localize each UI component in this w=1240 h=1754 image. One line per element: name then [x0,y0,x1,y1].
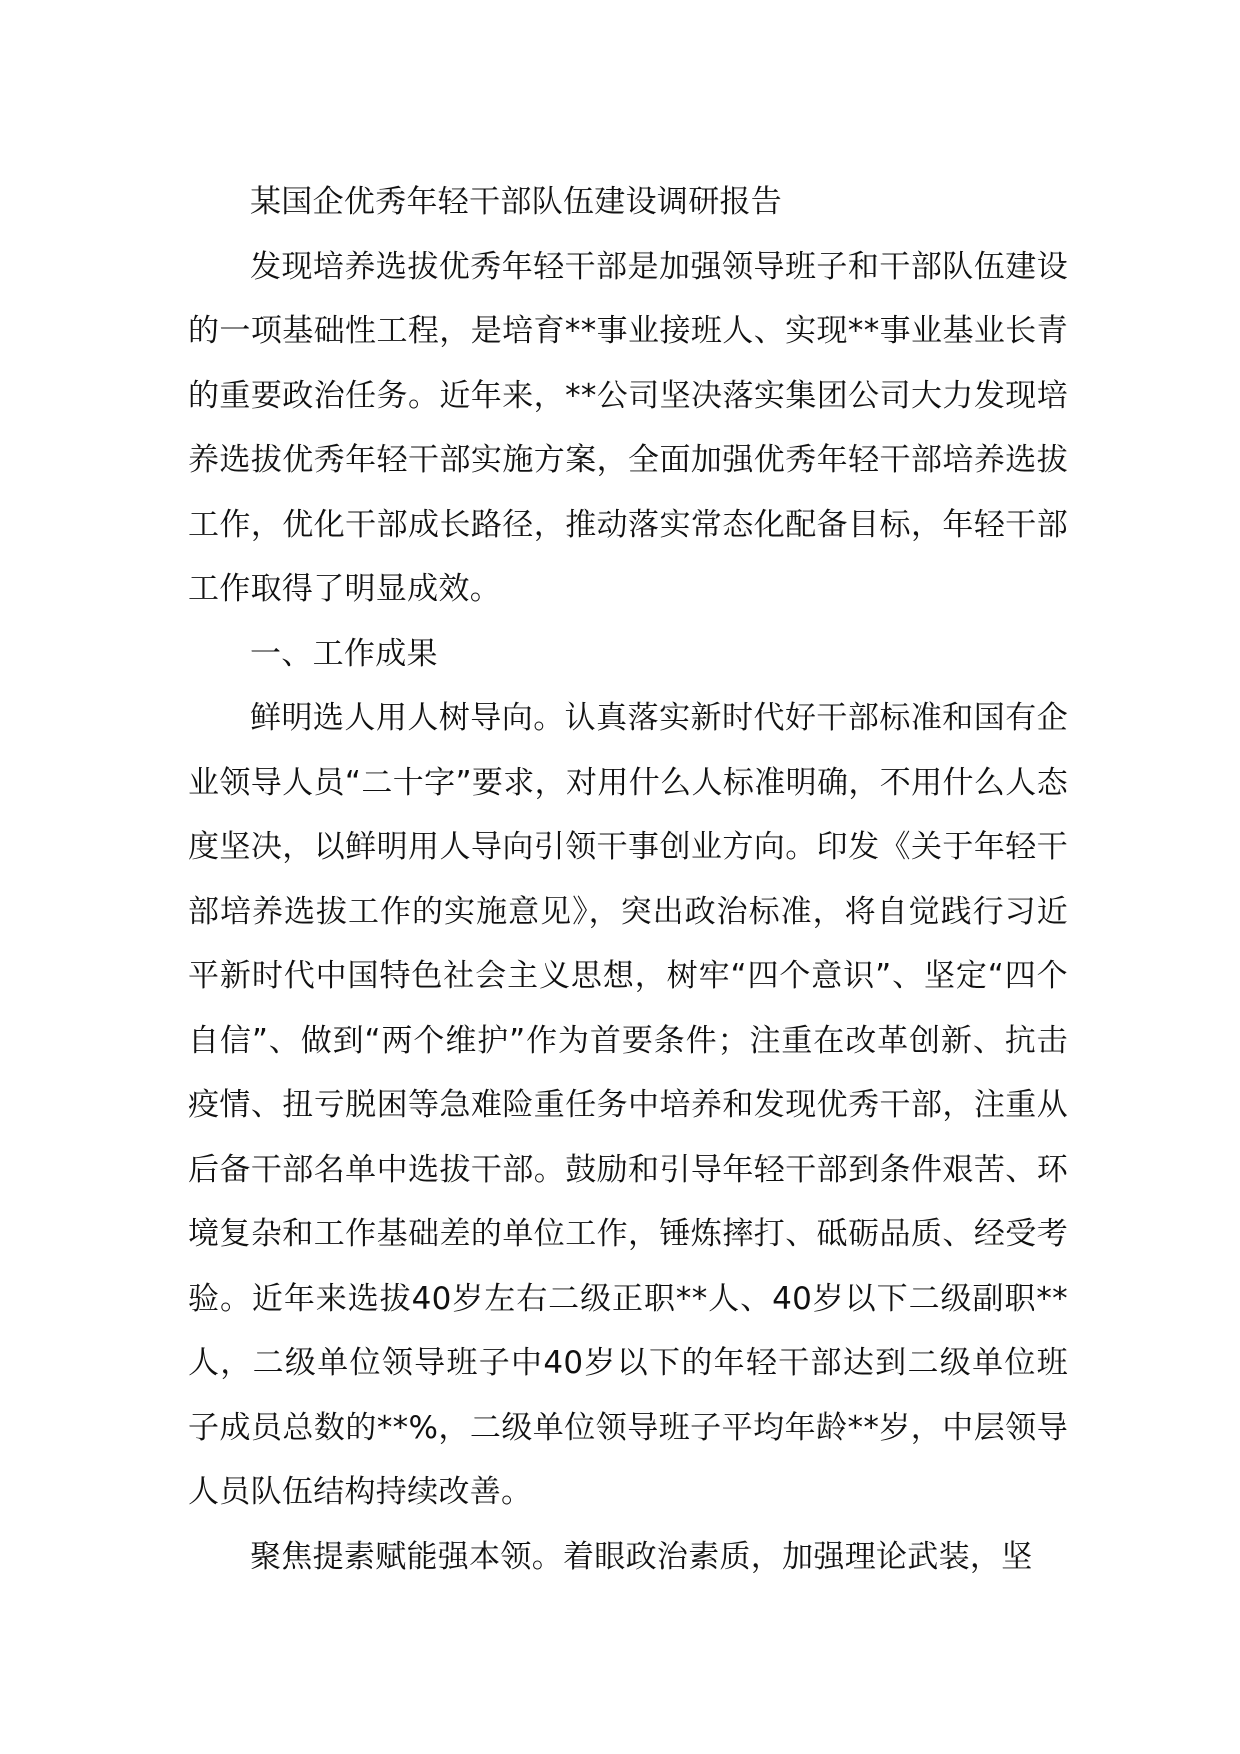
intro-paragraph: 发现培养选拔优秀年轻干部是加强领导班子和干部队伍建设的一项基础性工程，是培育**事业接班人、实现**事业基业长青的重要政治任务。近年来，**公司坚决落实集团公司大力发现培养选拔优秀年轻干部实施方案，全面加强优秀年轻干部培养选拔工作，优化干部成长路径，推动落实常态化配备目标，年轻干部工作取得了明显成效。 [188,248,1068,607]
document-title: 某国企优秀年轻干部队伍建设调研报告 [250,184,783,220]
section-paragraph-continued: 聚焦提素赋能强本领。着眼政治素质，加强理论武装，坚 [250,1538,1033,1575]
section-heading: 一、工作成果 [250,635,438,672]
section-paragraph: 鲜明选人用人树导向。认真落实新时代好干部标准和国有企业领导人员“二十字”要求，对用什么人标准明确，不用什么人态度坚决，以鲜明用人导向引领干事创业方向。印发《关于年轻干部培养选拔工作的实施意见》，突出政治标准，将自觉践行习近平新时代中国特色社会主义思想，树牢“四个意识”、坚定“四个自信”、做到“两个维护”作为首要条件；注重在改革创新、抗击疫情、扭亏脱困等急难险重任务中培养和发现优秀干部，注重从后备干部名单中选拔干部。鼓励和引导年轻干部到条件艰苦、环境复杂和工作基础差的单位工作，锤炼摔打、砥砺品质、经受考验。近年来选拔40岁左右二级正职**人、40岁以下二级副职**人，二级单位领导班子中40岁以下的年轻干部达到二级单位班子成员总数的**%，二级单位领导班子平均年龄**岁，中层领导人员队伍结构持续改善。 [188,700,1068,1510]
document-body [188,170,1068,1589]
